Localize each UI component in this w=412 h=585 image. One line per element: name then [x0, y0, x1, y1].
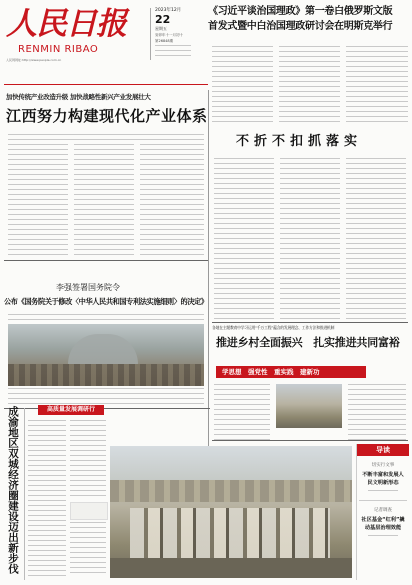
masthead-logo: 人民日报	[6, 6, 126, 42]
guide-item-2	[357, 501, 409, 539]
jiangxi-article	[6, 92, 206, 127]
date-year-month: 2023年12月	[155, 8, 182, 13]
rural-kicker: 各地在主题教育中学习运用“千万工程”蕴含的发展理念、工作方法和推进机制	[212, 325, 335, 330]
rural-headline: 推进乡村全面振兴 扎实推进共同富裕	[216, 336, 400, 349]
guide-title: 导读	[376, 446, 390, 454]
guide-item-1	[357, 456, 409, 494]
masthead	[6, 4, 206, 66]
chengyu-headline: 成渝地区双城经济圈建设迈出新步伐	[7, 406, 19, 574]
premier-kicker: 李强签署国务院令	[56, 283, 120, 292]
issue-number: 第26848期	[155, 39, 174, 43]
masthead-pinyin: RENMIN RIBAO	[18, 44, 99, 55]
date-lunar: 癸卯年十一月初十	[155, 33, 183, 37]
guide-item-2-tag: 记者调查	[374, 508, 392, 513]
editorial-headline: 不折不扣抓落实	[236, 134, 363, 149]
news-photo-left	[8, 324, 204, 386]
guide-item-1-title: 不断丰富和发展人民文明新形态	[362, 472, 404, 486]
lead-headline-2: 首发式暨中白治国理政研讨会在明斯克举行	[208, 21, 393, 32]
chengyu-tag-text: 高质量发展调研行	[46, 406, 95, 413]
lead-headline-1: 《习近平谈治国理政》第一卷白俄罗斯文版	[208, 6, 393, 17]
photo-caption-left	[8, 388, 204, 394]
chengyu-tag	[38, 405, 104, 415]
lead-article-body	[212, 38, 408, 122]
guide-title-bar	[357, 444, 409, 456]
study-photo	[276, 384, 342, 428]
lead-article	[208, 4, 408, 34]
study-banner	[216, 366, 366, 378]
guide-item-2-title: 社区基金“红利”撬动基层治理效能	[361, 517, 405, 531]
date-box	[150, 8, 209, 60]
guide-item-1-tag: 切实行文事	[371, 463, 395, 468]
date-weekday: 星期五	[155, 26, 167, 31]
jiangxi-headline: 江西努力构建现代化产业体系	[6, 107, 208, 125]
premier-headline: 公布《国务院关于修改〈中华人民共和国专利法实施细则〉的决定》	[4, 297, 208, 306]
jiangxi-kicker: 加快传统产业改造升级 加快战略性新兴产业发展壮大	[6, 93, 151, 101]
masthead-subline: 人民网网址:http://www.people.com.cn	[6, 58, 62, 62]
chengyu-photo	[110, 446, 352, 578]
study-banner-text: 学思想 强党性 重实践 建新功	[222, 368, 320, 376]
guide-box	[356, 444, 409, 580]
date-day: 22	[155, 13, 171, 26]
